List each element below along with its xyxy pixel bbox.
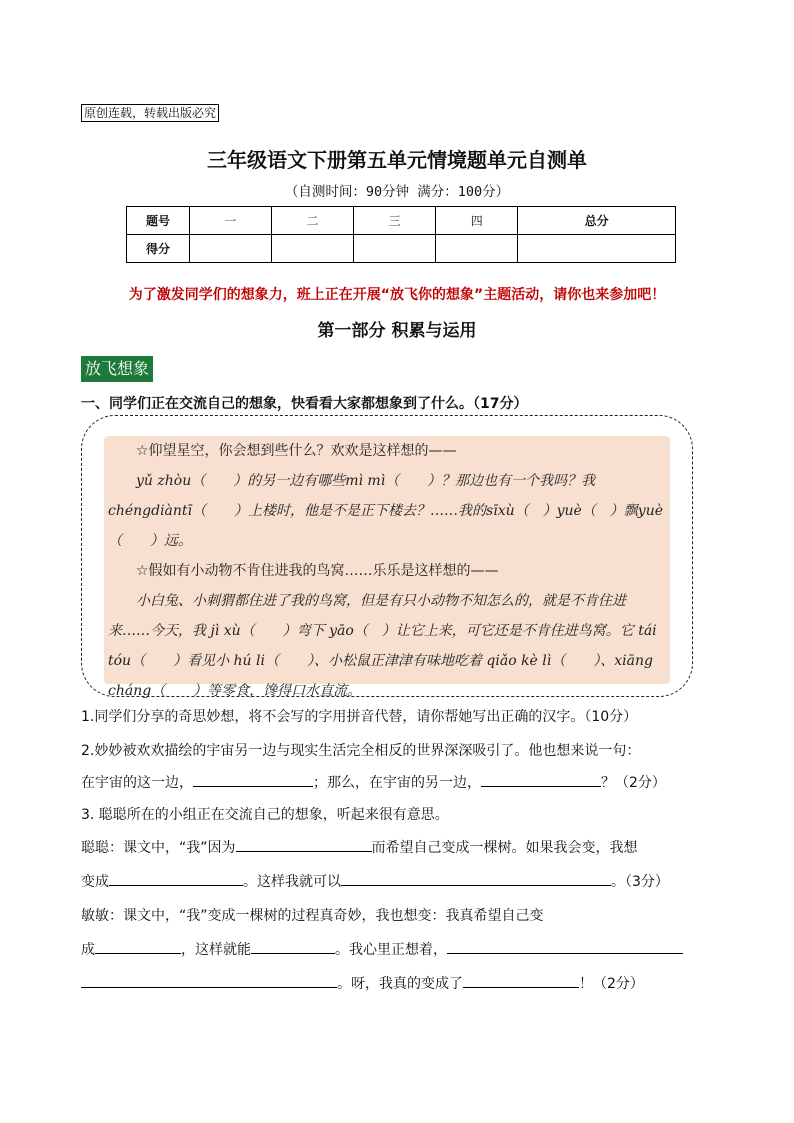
answer-blank[interactable]: [481, 772, 601, 787]
congcong-line-1: [81, 837, 638, 857]
item-2-text-a: 在宇宙的这一边，: [81, 775, 193, 791]
answer-blank[interactable]: [95, 939, 181, 954]
score-input-cell[interactable]: [190, 235, 272, 263]
score-table: [126, 206, 676, 263]
table-cell: 四: [436, 207, 518, 235]
answer-blank[interactable]: [236, 837, 372, 852]
story-huanhuan: yǔ zhòu（ ）的另一边有哪些mì mì（ ）？那边也有一个我吗？我 chéngdiàntī（ ）上楼时，他是不是正下楼去？……我的sīxù（ ）yuè（ ）飘yuè（ ）远。: [108, 473, 664, 549]
answer-blank[interactable]: [81, 973, 337, 988]
minmin-line-2: [81, 939, 683, 959]
table-cell: 一: [190, 207, 272, 235]
part-title: 第一部分 积累与运用: [317, 321, 477, 341]
minmin-text-c: 。我心里正想着，: [335, 942, 447, 958]
minmin-text-a: 成: [81, 942, 95, 958]
congcong-text-b: 而希望自己变成一棵树。如果我会变，我想: [371, 840, 638, 856]
congcong-text-c: 变成: [81, 874, 109, 890]
score-input-cell[interactable]: [436, 235, 518, 263]
table-cell: 得分: [127, 235, 190, 263]
item-2-answer-line: [81, 772, 666, 792]
speech-bubble: [81, 415, 693, 697]
bubble-text: [104, 436, 670, 706]
page-title: 三年级语文下册第五单元情境题单元自测单: [207, 148, 587, 172]
prompt-bird-nest: ☆假如有小动物不肯住进我的鸟窝……乐乐是这样想的——: [136, 563, 499, 579]
answer-blank[interactable]: [193, 772, 313, 787]
item-3-prompt: 3. 聪聪所在的小组正在交流自己的想象，听起来很有意思。: [81, 807, 449, 823]
activity-intro: 为了激发同学们的想象力，班上正在开展“放飞你的想象”主题活动，请你也来参加吧！: [128, 287, 666, 303]
congcong-text-e: 。（3分）: [611, 874, 669, 890]
item-1: 1.同学们分享的奇思妙想，将不会写的字用拼音代替，请你帮她写出正确的汉字。（10分）: [81, 709, 638, 725]
minmin-text-b: ，这样就能: [181, 942, 251, 958]
minmin-text-d: 。呀，我真的变成了: [337, 976, 463, 992]
answer-blank[interactable]: [251, 939, 335, 954]
minmin-line-3: [81, 973, 644, 993]
minmin-line-1: 敏敏：课文中，“我”变成一棵树的过程真奇妙，我也想变：我真希望自己变: [81, 908, 544, 924]
copyright-notice: 原创连载，转载出版必究: [81, 104, 219, 122]
score-input-cell[interactable]: [518, 235, 676, 263]
answer-blank[interactable]: [447, 939, 683, 954]
score-input-cell[interactable]: [354, 235, 436, 263]
minmin-text-e: ！（2分）: [579, 976, 644, 992]
prompt-star-sky: ☆仰望星空，你会想到些什么？欢欢是这样想的——: [136, 443, 457, 459]
table-cell: 题号: [127, 207, 190, 235]
table-cell: 二: [272, 207, 354, 235]
page-subtitle: （自测时间：90分钟 满分：100分）: [284, 184, 510, 200]
answer-blank[interactable]: [463, 973, 579, 988]
congcong-text-d: 。这样我就可以: [243, 874, 341, 890]
congcong-text-a: 聪聪：课文中，“我”因为: [81, 840, 236, 856]
congcong-line-2: [81, 871, 669, 891]
story-lele: 小白兔、小刺猬都住进了我的鸟窝，但是有只小动物不知怎么的，就是不肯住进来……今天，我 jì xù（ ）弯下 yāo（ ）让它上来，可它还是不肯住进鸟窝。它 tái tóu（ ）看见小 hú li（ ）、小松鼠正津津有味地吃着 qiǎo kè lì（ ）、xiāng cháng（ ）等零食，馋得口水直流。: [108, 593, 657, 699]
item-2-prompt: 2.妙妙被欢欢描绘的宇宙另一边与现实生活完全相反的世界深深吸引了。他也想来说一句：: [81, 743, 641, 759]
table-row: [127, 207, 676, 235]
answer-blank[interactable]: [109, 871, 243, 886]
item-2-text-c: ？（2分）: [601, 775, 666, 791]
table-row: [127, 235, 676, 263]
answer-blank[interactable]: [341, 871, 611, 886]
table-cell: 三: [354, 207, 436, 235]
table-cell: 总分: [518, 207, 676, 235]
question-1-title: 一、同学们正在交流自己的想象，快看看大家都想象到了什么。（17分）: [81, 396, 528, 412]
item-2-text-b: ；那么，在宇宙的另一边，: [313, 775, 481, 791]
score-input-cell[interactable]: [272, 235, 354, 263]
section-tag: 放飞想象: [81, 356, 153, 382]
